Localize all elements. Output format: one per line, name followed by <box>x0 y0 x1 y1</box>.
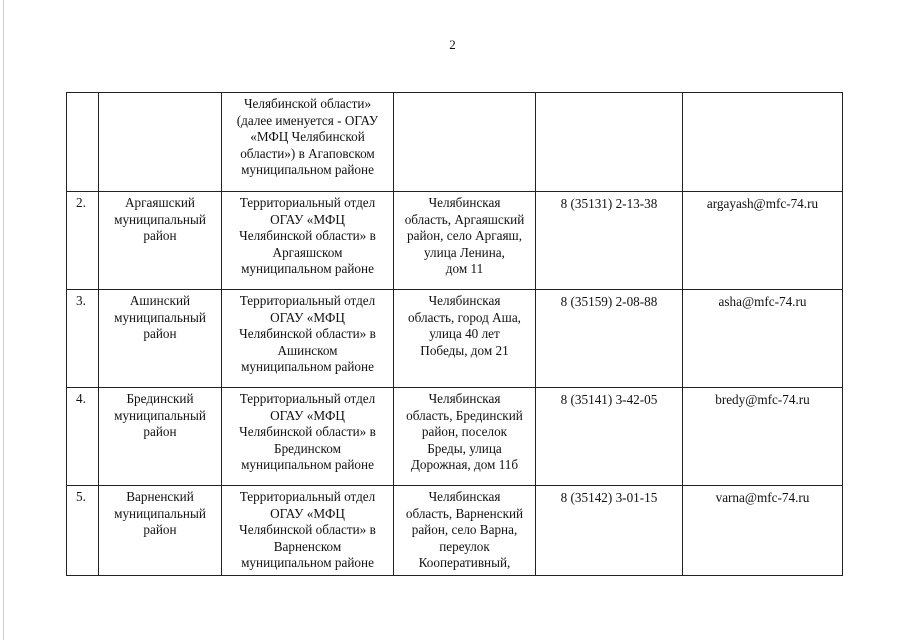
address-cell <box>394 486 536 576</box>
address-cell <box>394 93 536 192</box>
office-line: «МФЦ Челябинской <box>250 129 365 144</box>
office-line: ОГАУ «МФЦ <box>270 505 345 521</box>
district-line: Аргаяшский <box>125 195 195 210</box>
address-line: Челябинская <box>428 489 501 504</box>
office-cell <box>222 388 394 486</box>
office-line: Челябинской области» в <box>239 522 376 537</box>
address-cell <box>394 192 536 290</box>
district-line: район <box>143 326 177 341</box>
address-line: переулок <box>439 538 490 554</box>
row-number-cell <box>67 486 99 576</box>
district-line: район <box>143 522 177 537</box>
phone-text: 8 (35131) 2-13-38 <box>560 196 658 211</box>
district-cell <box>99 388 222 486</box>
address-line: район, село Аргаяш, <box>407 228 522 243</box>
row-number-text: 2. <box>76 195 86 210</box>
row-number-cell <box>67 388 99 486</box>
address-line: Победы, дом 21 <box>420 342 509 358</box>
office-line: Территориальный отдел <box>239 195 376 210</box>
office-line: муниципальном районе <box>241 162 374 177</box>
phone-text: 8 (35159) 2-08-88 <box>560 294 658 309</box>
office-line: Брединском <box>274 440 341 456</box>
office-line: муниципальном районе <box>241 359 374 374</box>
email-cell <box>683 486 843 576</box>
email-cell <box>683 93 843 192</box>
office-line: области») в Агаповском <box>240 145 375 161</box>
office-line: муниципальном районе <box>241 261 374 276</box>
district-line: Брединский <box>126 391 194 406</box>
office-cell <box>222 290 394 388</box>
address-line: Бреды, улица <box>427 440 502 456</box>
phone-cell <box>536 93 683 192</box>
office-line: Челябинской области» в <box>239 424 376 439</box>
office-cell <box>222 192 394 290</box>
office-line: Территориальный отдел <box>239 489 376 504</box>
address-line: область, Аргаяшский <box>404 211 525 227</box>
email-cell <box>683 388 843 486</box>
district-cell <box>99 93 222 192</box>
office-line: Территориальный отдел <box>239 293 376 308</box>
office-cell <box>222 486 394 576</box>
district-line: муниципальный <box>114 211 206 227</box>
phone-text: 8 (35142) 3-01-15 <box>560 490 658 505</box>
district-cell <box>99 192 222 290</box>
mfc-offices-table <box>66 92 843 576</box>
row-number-text: 4. <box>76 391 86 406</box>
phone-text: 8 (35141) 3-42-05 <box>560 392 658 407</box>
email-text: varna@mfc-74.ru <box>715 490 810 505</box>
district-line: муниципальный <box>114 309 206 325</box>
office-line: ОГАУ «МФЦ <box>270 211 345 227</box>
office-line: муниципальном районе <box>241 457 374 472</box>
address-line: район, село Варна, <box>411 522 518 537</box>
page-left-edge <box>3 0 4 640</box>
district-cell <box>99 486 222 576</box>
phone-cell <box>536 192 683 290</box>
table-row <box>67 486 843 576</box>
office-line: Ашинском <box>277 342 338 358</box>
office-cell <box>222 93 394 192</box>
email-text: argayash@mfc-74.ru <box>706 196 819 211</box>
row-number-text: 3. <box>76 293 86 308</box>
table-row <box>67 388 843 486</box>
page-number: 2 <box>449 37 456 52</box>
row-number-cell <box>67 192 99 290</box>
address-cell <box>394 388 536 486</box>
table-row <box>67 192 843 290</box>
address-cell <box>394 290 536 388</box>
office-line: ОГАУ «МФЦ <box>270 309 345 325</box>
district-line: район <box>143 424 177 439</box>
district-line: Варненский <box>126 489 194 504</box>
email-cell <box>683 192 843 290</box>
office-line: муниципальном районе <box>241 555 374 570</box>
table-body <box>67 93 843 576</box>
office-line: Варненском <box>273 538 342 554</box>
office-line: Челябинской области» в <box>239 228 376 243</box>
address-line: Челябинская <box>428 293 501 308</box>
office-line: Территориальный отдел <box>239 391 376 406</box>
district-line: муниципальный <box>114 407 206 423</box>
district-line: район <box>143 228 177 243</box>
office-line: Челябинской области» в <box>239 326 376 341</box>
email-text: bredy@mfc-74.ru <box>715 392 810 407</box>
office-line: Аргаяшском <box>272 244 343 260</box>
address-line: область, Брединский <box>406 407 523 423</box>
address-line: улица 40 лет <box>429 326 500 341</box>
district-line: муниципальный <box>114 505 206 521</box>
table-row <box>67 290 843 388</box>
office-line: Челябинской области» <box>243 96 372 111</box>
district-line: Ашинский <box>129 293 191 308</box>
phone-cell <box>536 486 683 576</box>
address-line: район, поселок <box>421 424 508 439</box>
address-line: улица Ленина, <box>424 244 505 260</box>
office-line: ОГАУ «МФЦ <box>270 407 345 423</box>
row-number-text: 5. <box>76 489 86 504</box>
district-cell <box>99 290 222 388</box>
row-number-cell <box>67 290 99 388</box>
phone-cell <box>536 388 683 486</box>
phone-cell <box>536 290 683 388</box>
address-line: Челябинская <box>428 391 501 406</box>
email-text: asha@mfc-74.ru <box>718 294 807 309</box>
table-row <box>67 93 843 192</box>
address-line: Дорожная, дом 11б <box>410 457 519 472</box>
row-number-cell <box>67 93 99 192</box>
email-cell <box>683 290 843 388</box>
address-line: дом 11 <box>445 261 484 276</box>
address-line: область, Варненский <box>405 505 524 521</box>
office-line: (далее именуется - ОГАУ <box>236 112 379 128</box>
address-line: Кооперативный, <box>418 555 511 570</box>
address-line: Челябинская <box>428 195 501 210</box>
address-line: область, город Аша, <box>408 309 521 325</box>
